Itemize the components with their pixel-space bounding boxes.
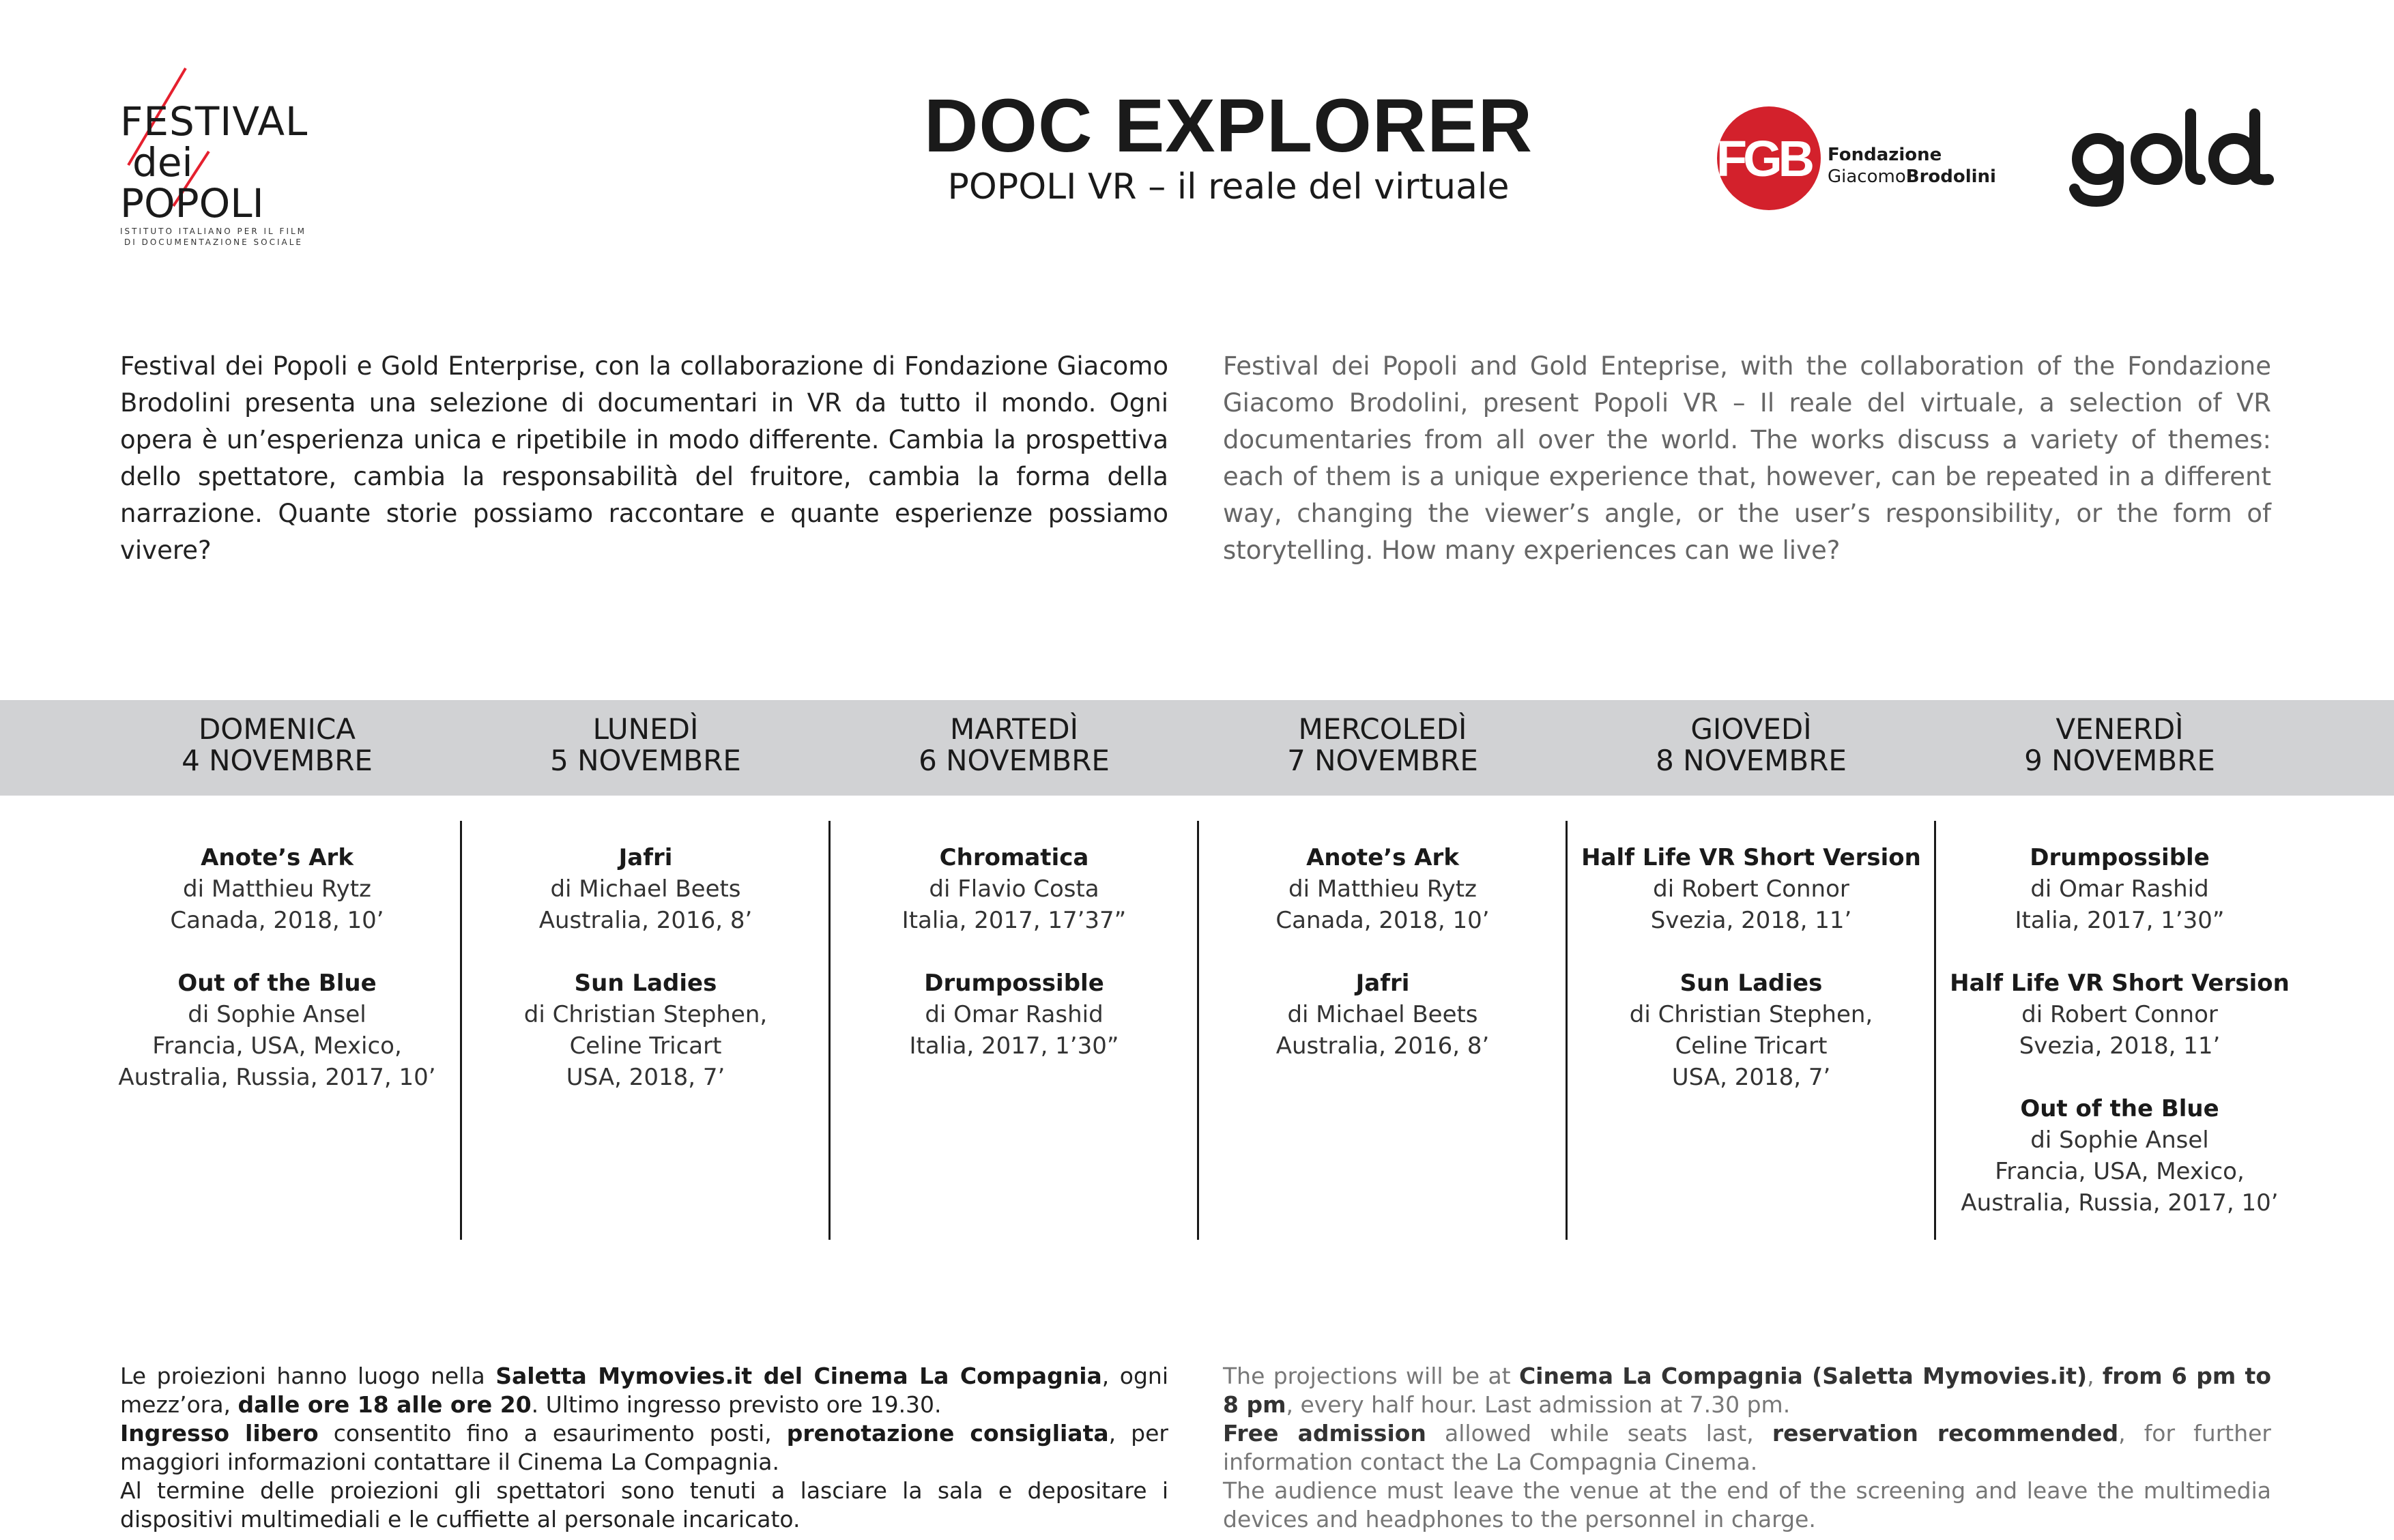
day-column xyxy=(1198,842,1567,1093)
day-date: 6 NOVEMBRE xyxy=(919,744,1110,777)
film-director: di Christian Stephen, xyxy=(523,1001,768,1028)
film-title: Out of the Blue xyxy=(177,970,377,997)
film-director: di Sophie Ansel xyxy=(2030,1127,2209,1154)
logo-subline-2: DI DOCUMENTAZIONE SOCIALE xyxy=(124,237,303,247)
fgb-name-last: Brodolini xyxy=(1905,166,1996,187)
film-director: di Flavio Costa xyxy=(929,875,1099,903)
day-name: LUNEDÌ xyxy=(592,712,699,746)
footer-paragraph: Al termine delle proiezioni gli spettatori sono tenuti a lasciare la sala e depositare i dispositivi multimediali e le cuffiette al personale incaricato. xyxy=(120,1477,1168,1532)
day-name: GIOVEDÌ xyxy=(1690,712,1812,746)
day-date: 4 NOVEMBRE xyxy=(182,744,373,777)
footer-paragraph: The audience must leave the venue at the end of the screening and leave the multimedia devices and headphones to the personnel in charge. xyxy=(1223,1477,2271,1532)
day-column xyxy=(93,842,461,1124)
film-title: Anote’s Ark xyxy=(201,844,354,871)
film-info: Canada, 2018, 10’ xyxy=(170,907,384,934)
film-director: di Michael Beets xyxy=(1287,1001,1478,1028)
fgb-name-line1: Fondazione xyxy=(1828,145,1942,165)
intro-italian: Festival dei Popoli e Gold Enterprise, con la collaborazione di Fondazione Giacomo Brodolini presenta una selezione di documentari in VR da tutto il mondo. Ogni opera è un’esperienza unica e ripetibile in modo differente. Cambia la prospettiva dello spettatore, cambia la responsabilità del fruitore, cambia la forma della narrazione. Quante storie possiamo raccontare e quante esperienze possiamo vivere? xyxy=(120,351,1168,565)
day-heading xyxy=(830,714,1198,776)
film-director: Celine Tricart xyxy=(569,1032,722,1060)
film-director: di Robert Connor xyxy=(2021,1001,2218,1028)
day-heading xyxy=(461,714,830,776)
film-entry xyxy=(1567,968,1935,1093)
film-info: Canada, 2018, 10’ xyxy=(1275,907,1490,934)
film-entry xyxy=(1567,842,1935,936)
film-director: di Robert Connor xyxy=(1653,875,1849,903)
film-info: Francia, USA, Mexico, xyxy=(152,1032,402,1060)
day-column xyxy=(1935,842,2304,1250)
fgb-logo xyxy=(1714,104,1996,213)
film-director: di Sophie Ansel xyxy=(188,1001,366,1028)
film-title: Drumpossible xyxy=(2030,844,2210,871)
page-title: DOC EXPLORER xyxy=(923,84,1533,168)
day-name: MARTEDÌ xyxy=(949,712,1078,746)
film-entry xyxy=(830,842,1198,936)
footer-paragraph: Ingresso libero consentito fino a esaurimento posti, prenotazione consigliata, per maggiori informazioni contattare il Cinema La Compagnia. xyxy=(120,1420,1168,1475)
film-info: Italia, 2017, 1’30” xyxy=(2015,907,2225,934)
gold-logo xyxy=(2064,99,2282,215)
day-heading xyxy=(1935,714,2304,776)
logo-line-popoli: POPOLI xyxy=(120,180,264,227)
film-info: Australia, 2016, 8’ xyxy=(1275,1032,1490,1060)
day-column xyxy=(830,842,1198,1093)
film-title: Half Life VR Short Version xyxy=(1950,970,2290,997)
day-date: 8 NOVEMBRE xyxy=(1656,744,1847,777)
film-info: Australia, Russia, 2017, 10’ xyxy=(118,1064,436,1091)
day-column xyxy=(1567,842,1935,1124)
logo-subline-1: ISTITUTO ITALIANO PER IL FILM xyxy=(120,227,307,236)
film-entry xyxy=(1935,968,2304,1062)
film-director: di Matthieu Rytz xyxy=(1288,875,1477,903)
gold-wordmark-icon xyxy=(2064,99,2282,215)
svg-text:FGB: FGB xyxy=(1716,130,1811,187)
festival-dei-popoli-logo xyxy=(120,63,366,254)
film-title: Drumpossible xyxy=(924,970,1104,997)
film-title: Jafri xyxy=(618,844,673,871)
film-entry xyxy=(461,842,830,936)
film-director: di Omar Rashid xyxy=(925,1001,1104,1028)
day-heading xyxy=(1198,714,1567,776)
film-info: Svezia, 2018, 11’ xyxy=(1650,907,1852,934)
film-info: Italia, 2017, 17’37” xyxy=(902,907,1127,934)
page-subtitle: POPOLI VR – il reale del virtuale xyxy=(947,166,1510,207)
logo-line-dei: dei xyxy=(132,139,193,186)
film-info: Australia, 2016, 8’ xyxy=(538,907,753,934)
film-director: Celine Tricart xyxy=(1675,1032,1828,1060)
day-column xyxy=(461,842,830,1124)
film-info: Australia, Russia, 2017, 10’ xyxy=(1961,1189,2279,1217)
footer-paragraph: The projections will be at Cinema La Compagnia (Saletta Mymovies.it), from 6 pm to 8 pm, every half hour. Last admission at 7.30 pm. xyxy=(1223,1363,2271,1418)
day-name: VENERDÌ xyxy=(2056,712,2184,746)
day-name: MERCOLEDÌ xyxy=(1298,712,1467,746)
intro-english: Festival dei Popoli and Gold Enteprise, with the collaboration of the Fondazione Giacomo Brodolini, present Popoli VR – Il reale del virtuale, a selection of VR documentaries from all over the world. The works discuss a variety of themes: each of them is a unique experience that, however, can be repeated in a different way, changing the viewer’s angle, or the user’s responsibility, or the form of storytelling. How many experiences can we live? xyxy=(1223,351,2271,565)
film-entry xyxy=(1935,1093,2304,1219)
day-heading xyxy=(1567,714,1935,776)
film-title: Sun Ladies xyxy=(574,970,717,997)
film-title: Jafri xyxy=(1355,970,1410,997)
film-entry xyxy=(93,968,461,1093)
film-info: USA, 2018, 7’ xyxy=(1671,1064,1831,1091)
footer-paragraph: Free admission allowed while seats last, reservation recommended, for further information contact the La Compagnia Cinema. xyxy=(1223,1420,2271,1475)
film-title: Half Life VR Short Version xyxy=(1581,844,1921,871)
film-title: Out of the Blue xyxy=(2020,1095,2219,1122)
footer-notes-english xyxy=(1223,1362,2271,1534)
day-name: DOMENICA xyxy=(198,712,356,746)
fgb-name-line2 xyxy=(1828,166,1996,187)
film-entry xyxy=(1198,968,1567,1062)
film-info: Italia, 2017, 1’30” xyxy=(909,1032,1119,1060)
film-director: di Michael Beets xyxy=(550,875,741,903)
footer-notes-italian xyxy=(120,1362,1168,1534)
day-date: 7 NOVEMBRE xyxy=(1287,744,1478,777)
day-date: 5 NOVEMBRE xyxy=(550,744,741,777)
logo-line-festival: FESTIVAL xyxy=(120,98,308,145)
film-entry xyxy=(1935,842,2304,936)
fgb-name-first: Giacomo xyxy=(1828,166,1906,187)
film-entry xyxy=(1198,842,1567,936)
film-director: di Christian Stephen, xyxy=(1629,1001,1873,1028)
film-entry xyxy=(461,968,830,1093)
film-entry xyxy=(93,842,461,936)
film-entry xyxy=(830,968,1198,1062)
day-date: 9 NOVEMBRE xyxy=(2024,744,2215,777)
film-title: Anote’s Ark xyxy=(1306,844,1459,871)
film-info: USA, 2018, 7’ xyxy=(566,1064,725,1091)
footer-paragraph: Le proiezioni hanno luogo nella Saletta Mymovies.it del Cinema La Compagnia, ogni mezz’ora, dalle ore 18 alle ore 20. Ultimo ingresso previsto ore 19.30. xyxy=(120,1363,1169,1418)
fgb-circle-icon xyxy=(1714,104,1823,213)
film-info: Svezia, 2018, 11’ xyxy=(2019,1032,2221,1060)
film-info: Francia, USA, Mexico, xyxy=(1995,1158,2245,1185)
film-title: Sun Ladies xyxy=(1679,970,1823,997)
film-director: di Matthieu Rytz xyxy=(182,875,371,903)
film-title: Chromatica xyxy=(939,844,1089,871)
day-heading xyxy=(93,714,461,776)
film-director: di Omar Rashid xyxy=(2030,875,2209,903)
